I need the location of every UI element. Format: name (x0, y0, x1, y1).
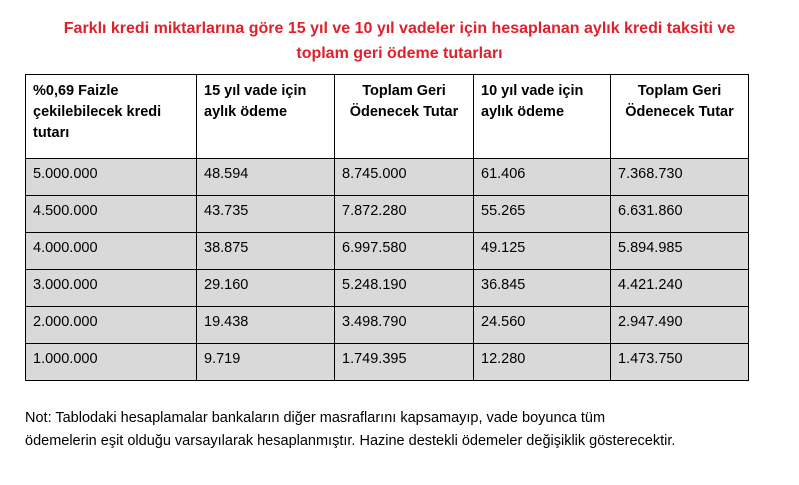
cell-total-15y: 8.745.000 (335, 159, 474, 196)
cell-monthly-15y: 43.735 (197, 196, 335, 233)
cell-monthly-10y: 36.845 (474, 270, 611, 307)
header-total-15y: Toplam Geri Ödenecek Tutar (335, 75, 474, 159)
cell-monthly-15y: 48.594 (197, 159, 335, 196)
cell-loan-amount: 3.000.000 (26, 270, 197, 307)
cell-loan-amount: 5.000.000 (26, 159, 197, 196)
header-loan-amount: %0,69 Faizle çekilebilecek kredi tutarı (26, 75, 197, 159)
table-row (26, 307, 749, 344)
table-row (26, 159, 749, 196)
cell-loan-amount: 4.500.000 (26, 196, 197, 233)
footnote (25, 407, 785, 453)
cell-monthly-15y: 9.719 (197, 344, 335, 381)
cell-total-10y: 2.947.490 (611, 307, 749, 344)
loan-payment-table (25, 74, 749, 381)
cell-total-15y: 6.997.580 (335, 233, 474, 270)
cell-monthly-10y: 24.560 (474, 307, 611, 344)
table-header-row (26, 75, 749, 159)
table-row (26, 270, 749, 307)
cell-monthly-15y: 38.875 (197, 233, 335, 270)
header-total-10y: Toplam Geri Ödenecek Tutar (611, 75, 749, 159)
header-monthly-10y: 10 yıl vade için aylık ödeme (474, 75, 611, 159)
title-line-2: toplam geri ödeme tutarları (296, 45, 503, 62)
cell-total-15y: 5.248.190 (335, 270, 474, 307)
cell-total-10y: 4.421.240 (611, 270, 749, 307)
cell-loan-amount: 1.000.000 (26, 344, 197, 381)
table-row (26, 196, 749, 233)
cell-monthly-10y: 49.125 (474, 233, 611, 270)
footnote-line-1: Not: Tablodaki hesaplamalar bankaların diğer masraflarını kapsamayıp, vade boyunca tüm (25, 410, 606, 426)
document-title (0, 16, 799, 66)
cell-total-15y: 1.749.395 (335, 344, 474, 381)
footnote-line-2: ödemelerin eşit olduğu varsayılarak hesaplanmıştır. Hazine destekli ödemeler değişiklik gösterecektir. (25, 433, 676, 449)
cell-monthly-10y: 55.265 (474, 196, 611, 233)
table-row (26, 233, 749, 270)
title-line-1: Farklı kredi miktarlarına göre 15 yıl ve 10 yıl vadeler için hesaplanan aylık kredi taksiti ve (63, 20, 736, 37)
cell-monthly-10y: 12.280 (474, 344, 611, 381)
cell-loan-amount: 4.000.000 (26, 233, 197, 270)
cell-total-15y: 7.872.280 (335, 196, 474, 233)
cell-monthly-10y: 61.406 (474, 159, 611, 196)
cell-total-10y: 5.894.985 (611, 233, 749, 270)
cell-monthly-15y: 29.160 (197, 270, 335, 307)
cell-total-10y: 1.473.750 (611, 344, 749, 381)
cell-loan-amount: 2.000.000 (26, 307, 197, 344)
cell-total-15y: 3.498.790 (335, 307, 474, 344)
table-row (26, 344, 749, 381)
cell-monthly-15y: 19.438 (197, 307, 335, 344)
header-monthly-15y: 15 yıl vade için aylık ödeme (197, 75, 335, 159)
cell-total-10y: 6.631.860 (611, 196, 749, 233)
cell-total-10y: 7.368.730 (611, 159, 749, 196)
